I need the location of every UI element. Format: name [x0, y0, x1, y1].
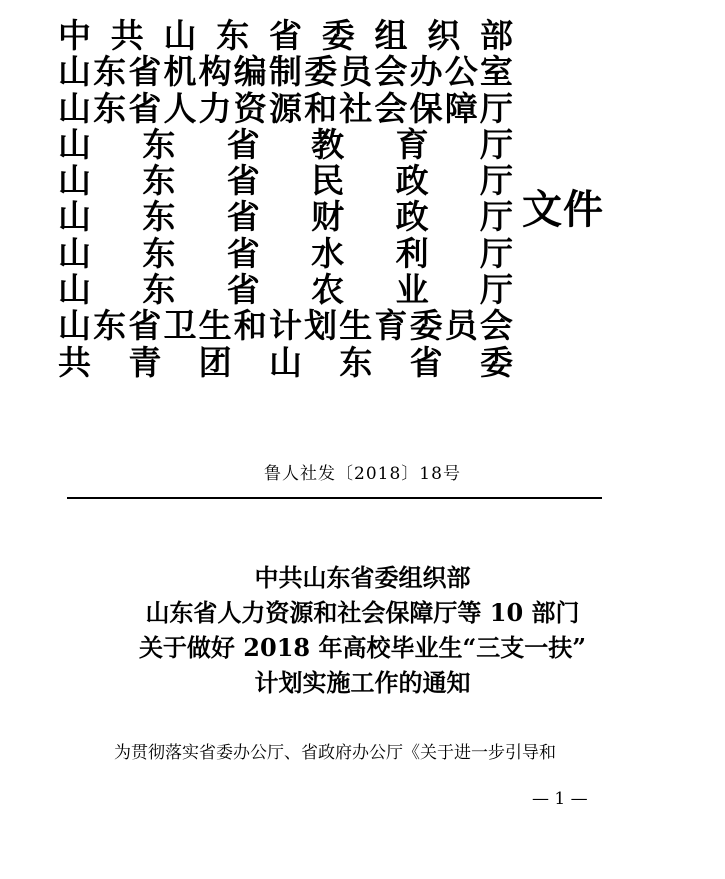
title-line: 计划实施工作的通知: [254, 668, 471, 697]
body-paragraph: 为贯彻落实省委办公厅、省政府办公厅《关于进一步引导和: [114, 743, 556, 763]
org-line: 山 东 省 财 政 厅: [58, 197, 513, 237]
title-line: 山东省人力资源和社会保障厅等 10 部门: [145, 598, 580, 627]
issuing-organizations: [58, 18, 513, 381]
org-line: 中 共 山 东 省 委 组 织 部: [58, 16, 513, 55]
title-line: 中共山东省委组织部: [254, 563, 471, 592]
org-line: 山 东 省 卫 生 和 计 划 生 育 委 员 会: [58, 306, 513, 346]
org-line: 山 东 省 教 育 厅: [58, 124, 513, 164]
org-line: 山 东 省 机 构 编 制 委 员 会 办 公 室: [58, 52, 513, 92]
document-suffix: 文件: [522, 186, 604, 233]
title-line: 关于做好 2018 年高校毕业生“三支一扶”: [138, 633, 587, 662]
org-line: 山 东 省 人 力 资 源 和 社 会 保 障 厅: [58, 88, 513, 128]
page-number: — 1 —: [532, 789, 588, 809]
org-line: 山 东 省 农 业 厅: [58, 270, 513, 310]
org-line: 山 东 省 民 政 厅: [58, 161, 513, 201]
header-divider: [67, 497, 602, 499]
org-line: 共 青 团 山 东 省 委: [58, 342, 513, 382]
document-number: 鲁人社发〔2018〕18号: [264, 464, 461, 484]
document-title: [0, 560, 725, 700]
org-line: 山 东 省 水 利 厅: [58, 233, 513, 273]
